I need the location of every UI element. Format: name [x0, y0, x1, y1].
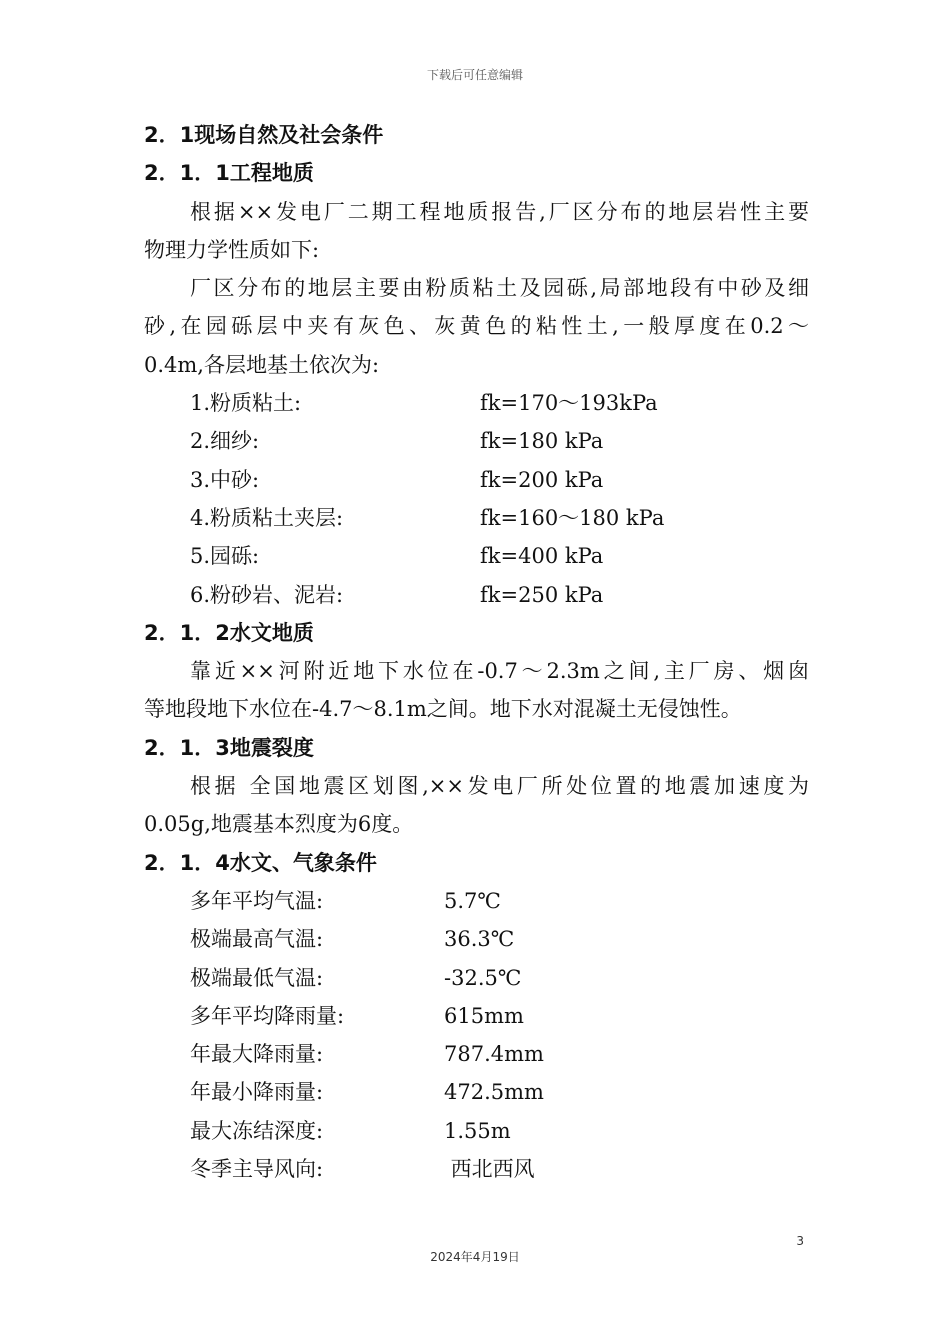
soil-layer-value: fk=400 kPa [480, 544, 604, 569]
document-body [144, 116, 809, 1188]
soil-layer-name: 4.粉质粘土夹层: [190, 505, 344, 530]
meteo-row [144, 882, 809, 920]
meteo-row [144, 1112, 809, 1150]
soil-layer-row [144, 422, 809, 460]
meteo-value: 615mm [444, 1003, 524, 1028]
section-2-1-1-heading: 2．1．1工程地质 [144, 161, 314, 186]
meteo-row [144, 1150, 809, 1188]
meteo-value: 1.55m [444, 1118, 511, 1143]
meteo-name: 多年平均气温: [190, 888, 324, 913]
soil-layer-value: fk=200 kPa [480, 467, 604, 492]
paragraph-line: 根据 全国地震区划图,××发电厂所处位置的地震加速度为 [190, 774, 809, 799]
header-note: 下载后可任意编辑 [426, 68, 523, 82]
soil-layer-row [144, 576, 809, 614]
meteo-name: 极端最低气温: [190, 965, 324, 990]
soil-layer-name: 2.细纱: [190, 429, 260, 454]
paragraph-line: 0.4m,各层地基土依次为: [144, 352, 380, 377]
meteo-row [144, 1073, 809, 1111]
section-2-1-2-heading: 2．1．2水文地质 [144, 620, 314, 645]
soil-layer-name: 6.粉砂岩、泥岩: [190, 582, 344, 607]
meteo-name: 多年平均降雨量: [190, 1003, 345, 1028]
meteo-name: 最大冻结深度: [190, 1118, 324, 1143]
meteo-value: 472.5mm [444, 1080, 544, 1105]
paragraph-line: 物理力学性质如下: [144, 237, 320, 262]
meteo-value: -32.5℃ [444, 965, 522, 990]
paragraph-line: 厂区分布的地层主要由粉质粘土及园砾,局部地段有中砂及细 [190, 276, 809, 301]
page-number: 3 [796, 1234, 804, 1248]
meteo-row [144, 920, 809, 958]
paragraph-line: 0.05g,地震基本烈度为6度。 [144, 812, 414, 837]
soil-layer-name: 1.粉质粘土: [190, 391, 302, 416]
section-2-1-4-heading: 2．1．4水文、气象条件 [144, 850, 377, 875]
soil-layer-name: 3.中砂: [190, 467, 260, 492]
meteo-name: 年最大降雨量: [190, 1042, 324, 1067]
paragraph-line: 靠近××河附近地下水位在-0.7～2.3m之间,主厂房、烟囱 [190, 659, 809, 684]
soil-layer-name: 5.园砾: [190, 544, 260, 569]
section-2-1-heading: 2．1现场自然及社会条件 [144, 123, 384, 147]
soil-layer-value: fk=180 kPa [480, 429, 604, 454]
meteo-name: 年最小降雨量: [190, 1080, 324, 1105]
paragraph-line: 砂,在园砾层中夹有灰色、灰黄色的粘性土,一般厚度在0.2～ [144, 314, 809, 339]
soil-layer-value: fk=250 kPa [480, 582, 604, 607]
soil-layer-row [144, 537, 809, 575]
meteo-name: 冬季主导风向: [190, 1157, 324, 1182]
section-2-1-3-heading: 2．1．3地震裂度 [144, 735, 314, 760]
paragraph-line: 根据××发电厂二期工程地质报告,厂区分布的地层岩性主要 [190, 199, 809, 224]
meteo-row [144, 997, 809, 1035]
soil-layer-row [144, 461, 809, 499]
meteo-name: 极端最高气温: [190, 927, 324, 952]
meteo-value: 西北西风 [444, 1157, 535, 1182]
meteo-value: 5.7℃ [444, 888, 501, 913]
footer-date: 2024年4月19日 [430, 1250, 520, 1264]
meteo-row [144, 1035, 809, 1073]
meteo-value: 787.4mm [444, 1042, 544, 1067]
soil-layer-row [144, 499, 809, 537]
meteo-value: 36.3℃ [444, 927, 515, 952]
soil-layer-row [144, 384, 809, 422]
soil-layer-value: fk=160～180 kPa [480, 505, 665, 530]
meteo-row [144, 959, 809, 997]
paragraph-line: 等地段地下水位在-4.7～8.1m之间。地下水对混凝土无侵蚀性。 [144, 697, 742, 722]
soil-layer-value: fk=170～193kPa [480, 391, 658, 416]
